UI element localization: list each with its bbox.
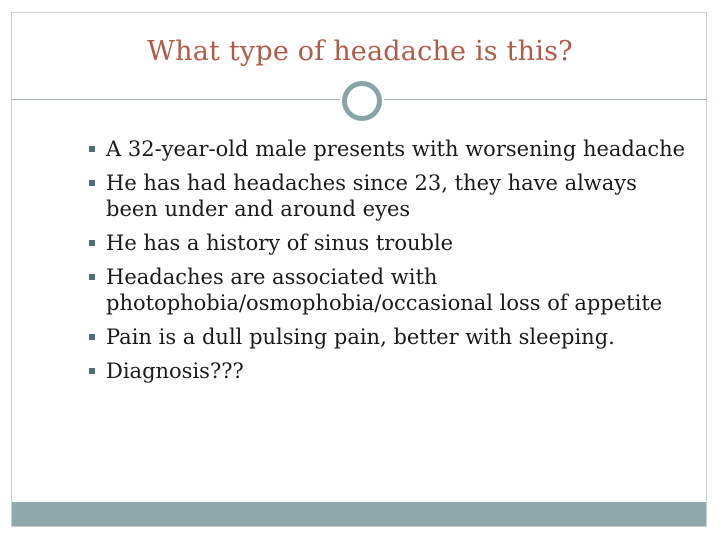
bullet-square-icon <box>89 368 95 374</box>
bullet-square-icon <box>89 240 95 246</box>
bullet-text: He has a history of sinus trouble <box>106 231 454 255</box>
bullet-square-icon <box>89 146 95 152</box>
footer-bar <box>12 502 706 526</box>
title-divider-right <box>384 99 707 100</box>
bullet-square-icon <box>89 334 95 340</box>
bullet-item <box>89 170 689 222</box>
slide-title: What type of headache is this? <box>147 36 573 67</box>
bullet-square-icon <box>89 274 95 280</box>
bullet-item <box>89 358 689 384</box>
bullet-text: Pain is a dull pulsing pain, better with sleeping. <box>106 325 615 349</box>
ring-ornament-icon <box>342 81 382 121</box>
bullet-text: Diagnosis??? <box>106 359 244 383</box>
bullet-text: A 32-year-old male presents with worsening headache <box>106 137 686 161</box>
bullet-list <box>89 136 689 392</box>
bullet-item <box>89 324 689 350</box>
title-divider-left <box>11 99 340 100</box>
bullet-item <box>89 230 689 256</box>
bullet-square-icon <box>89 180 95 186</box>
bullet-item <box>89 264 689 316</box>
bullet-text: He has had headaches since 23, they have always been under and around eyes <box>106 171 637 221</box>
bullet-text: Headaches are associated with photophobia/osmophobia/occasional loss of appetite <box>106 265 663 315</box>
bullet-item <box>89 136 689 162</box>
